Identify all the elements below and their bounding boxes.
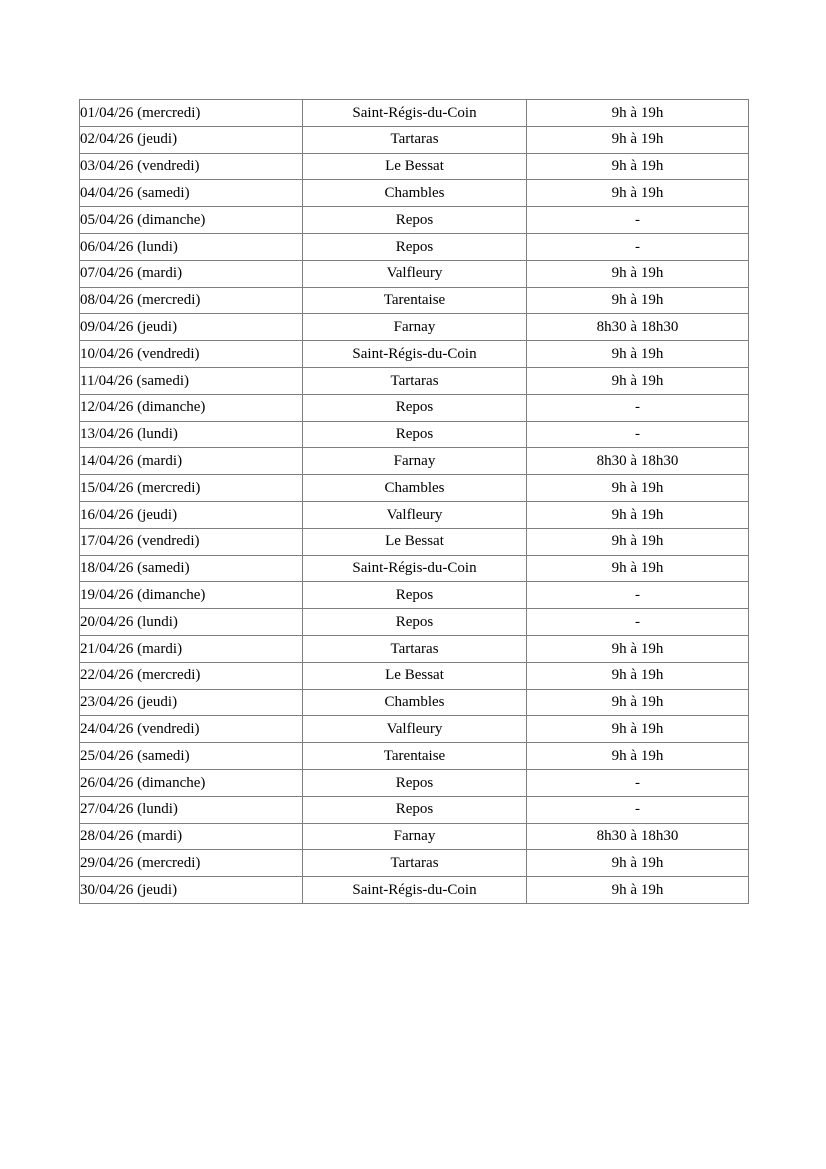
schedule-row [80, 475, 749, 502]
schedule-row [80, 501, 749, 528]
location-cell: Saint-Régis-du-Coin [303, 100, 527, 127]
hours-cell: 9h à 19h [527, 367, 749, 394]
location-cell: Farnay [303, 823, 527, 850]
schedule-row [80, 153, 749, 180]
location-cell: Chambles [303, 689, 527, 716]
hours-cell: 9h à 19h [527, 662, 749, 689]
hours-cell: 9h à 19h [527, 341, 749, 368]
date-cell: 06/04/26 (lundi) [80, 233, 303, 260]
date-cell: 16/04/26 (jeudi) [80, 501, 303, 528]
hours-cell: 9h à 19h [527, 180, 749, 207]
schedule-row [80, 823, 749, 850]
schedule-row [80, 394, 749, 421]
schedule-row [80, 314, 749, 341]
location-cell: Repos [303, 207, 527, 234]
schedule-row [80, 528, 749, 555]
date-cell: 28/04/26 (mardi) [80, 823, 303, 850]
hours-cell: 8h30 à 18h30 [527, 314, 749, 341]
date-cell: 13/04/26 (lundi) [80, 421, 303, 448]
date-cell: 21/04/26 (mardi) [80, 635, 303, 662]
location-cell: Valfleury [303, 260, 527, 287]
location-cell: Le Bessat [303, 662, 527, 689]
date-cell: 03/04/26 (vendredi) [80, 153, 303, 180]
date-cell: 20/04/26 (lundi) [80, 609, 303, 636]
date-cell: 19/04/26 (dimanche) [80, 582, 303, 609]
location-cell: Repos [303, 796, 527, 823]
location-cell: Tartaras [303, 850, 527, 877]
hours-cell: 8h30 à 18h30 [527, 448, 749, 475]
hours-cell: 9h à 19h [527, 635, 749, 662]
hours-cell: 9h à 19h [527, 877, 749, 904]
location-cell: Chambles [303, 180, 527, 207]
hours-cell: - [527, 207, 749, 234]
location-cell: Saint-Régis-du-Coin [303, 877, 527, 904]
date-cell: 27/04/26 (lundi) [80, 796, 303, 823]
schedule-row [80, 287, 749, 314]
schedule-row [80, 341, 749, 368]
location-cell: Tartaras [303, 126, 527, 153]
schedule-row [80, 126, 749, 153]
location-cell: Chambles [303, 475, 527, 502]
date-cell: 07/04/26 (mardi) [80, 260, 303, 287]
schedule-row [80, 448, 749, 475]
hours-cell: 9h à 19h [527, 528, 749, 555]
date-cell: 12/04/26 (dimanche) [80, 394, 303, 421]
location-cell: Valfleury [303, 716, 527, 743]
schedule-row [80, 850, 749, 877]
hours-cell: - [527, 769, 749, 796]
schedule-row [80, 180, 749, 207]
date-cell: 30/04/26 (jeudi) [80, 877, 303, 904]
date-cell: 08/04/26 (mercredi) [80, 287, 303, 314]
schedule-table-body [80, 100, 749, 904]
location-cell: Repos [303, 233, 527, 260]
schedule-row [80, 769, 749, 796]
location-cell: Tarentaise [303, 743, 527, 770]
schedule-row [80, 877, 749, 904]
date-cell: 05/04/26 (dimanche) [80, 207, 303, 234]
schedule-row [80, 100, 749, 127]
location-cell: Repos [303, 421, 527, 448]
hours-cell: - [527, 394, 749, 421]
hours-cell: 9h à 19h [527, 743, 749, 770]
location-cell: Repos [303, 769, 527, 796]
schedule-row [80, 662, 749, 689]
date-cell: 22/04/26 (mercredi) [80, 662, 303, 689]
hours-cell: 9h à 19h [527, 689, 749, 716]
date-cell: 15/04/26 (mercredi) [80, 475, 303, 502]
hours-cell: 9h à 19h [527, 501, 749, 528]
date-cell: 29/04/26 (mercredi) [80, 850, 303, 877]
hours-cell: 9h à 19h [527, 153, 749, 180]
location-cell: Repos [303, 582, 527, 609]
hours-cell: 9h à 19h [527, 475, 749, 502]
schedule-row [80, 367, 749, 394]
date-cell: 26/04/26 (dimanche) [80, 769, 303, 796]
location-cell: Saint-Régis-du-Coin [303, 555, 527, 582]
hours-cell: - [527, 421, 749, 448]
schedule-row [80, 635, 749, 662]
location-cell: Tarentaise [303, 287, 527, 314]
hours-cell: 9h à 19h [527, 287, 749, 314]
date-cell: 17/04/26 (vendredi) [80, 528, 303, 555]
schedule-row [80, 421, 749, 448]
schedule-row [80, 796, 749, 823]
schedule-row [80, 743, 749, 770]
schedule-row [80, 555, 749, 582]
date-cell: 25/04/26 (samedi) [80, 743, 303, 770]
hours-cell: - [527, 233, 749, 260]
date-cell: 18/04/26 (samedi) [80, 555, 303, 582]
location-cell: Le Bessat [303, 528, 527, 555]
location-cell: Repos [303, 394, 527, 421]
date-cell: 02/04/26 (jeudi) [80, 126, 303, 153]
schedule-row [80, 716, 749, 743]
schedule-row [80, 609, 749, 636]
hours-cell: - [527, 609, 749, 636]
schedule-table [79, 99, 749, 904]
schedule-row [80, 689, 749, 716]
schedule-row [80, 582, 749, 609]
date-cell: 04/04/26 (samedi) [80, 180, 303, 207]
date-cell: 01/04/26 (mercredi) [80, 100, 303, 127]
hours-cell: 9h à 19h [527, 716, 749, 743]
date-cell: 10/04/26 (vendredi) [80, 341, 303, 368]
date-cell: 24/04/26 (vendredi) [80, 716, 303, 743]
location-cell: Tartaras [303, 635, 527, 662]
hours-cell: 9h à 19h [527, 850, 749, 877]
date-cell: 14/04/26 (mardi) [80, 448, 303, 475]
schedule-row [80, 260, 749, 287]
location-cell: Farnay [303, 448, 527, 475]
schedule-row [80, 207, 749, 234]
hours-cell: - [527, 796, 749, 823]
hours-cell: 9h à 19h [527, 100, 749, 127]
hours-cell: 9h à 19h [527, 555, 749, 582]
hours-cell: 9h à 19h [527, 126, 749, 153]
location-cell: Repos [303, 609, 527, 636]
hours-cell: 9h à 19h [527, 260, 749, 287]
location-cell: Le Bessat [303, 153, 527, 180]
hours-cell: - [527, 582, 749, 609]
date-cell: 11/04/26 (samedi) [80, 367, 303, 394]
location-cell: Valfleury [303, 501, 527, 528]
date-cell: 23/04/26 (jeudi) [80, 689, 303, 716]
date-cell: 09/04/26 (jeudi) [80, 314, 303, 341]
location-cell: Farnay [303, 314, 527, 341]
hours-cell: 8h30 à 18h30 [527, 823, 749, 850]
location-cell: Tartaras [303, 367, 527, 394]
schedule-row [80, 233, 749, 260]
location-cell: Saint-Régis-du-Coin [303, 341, 527, 368]
